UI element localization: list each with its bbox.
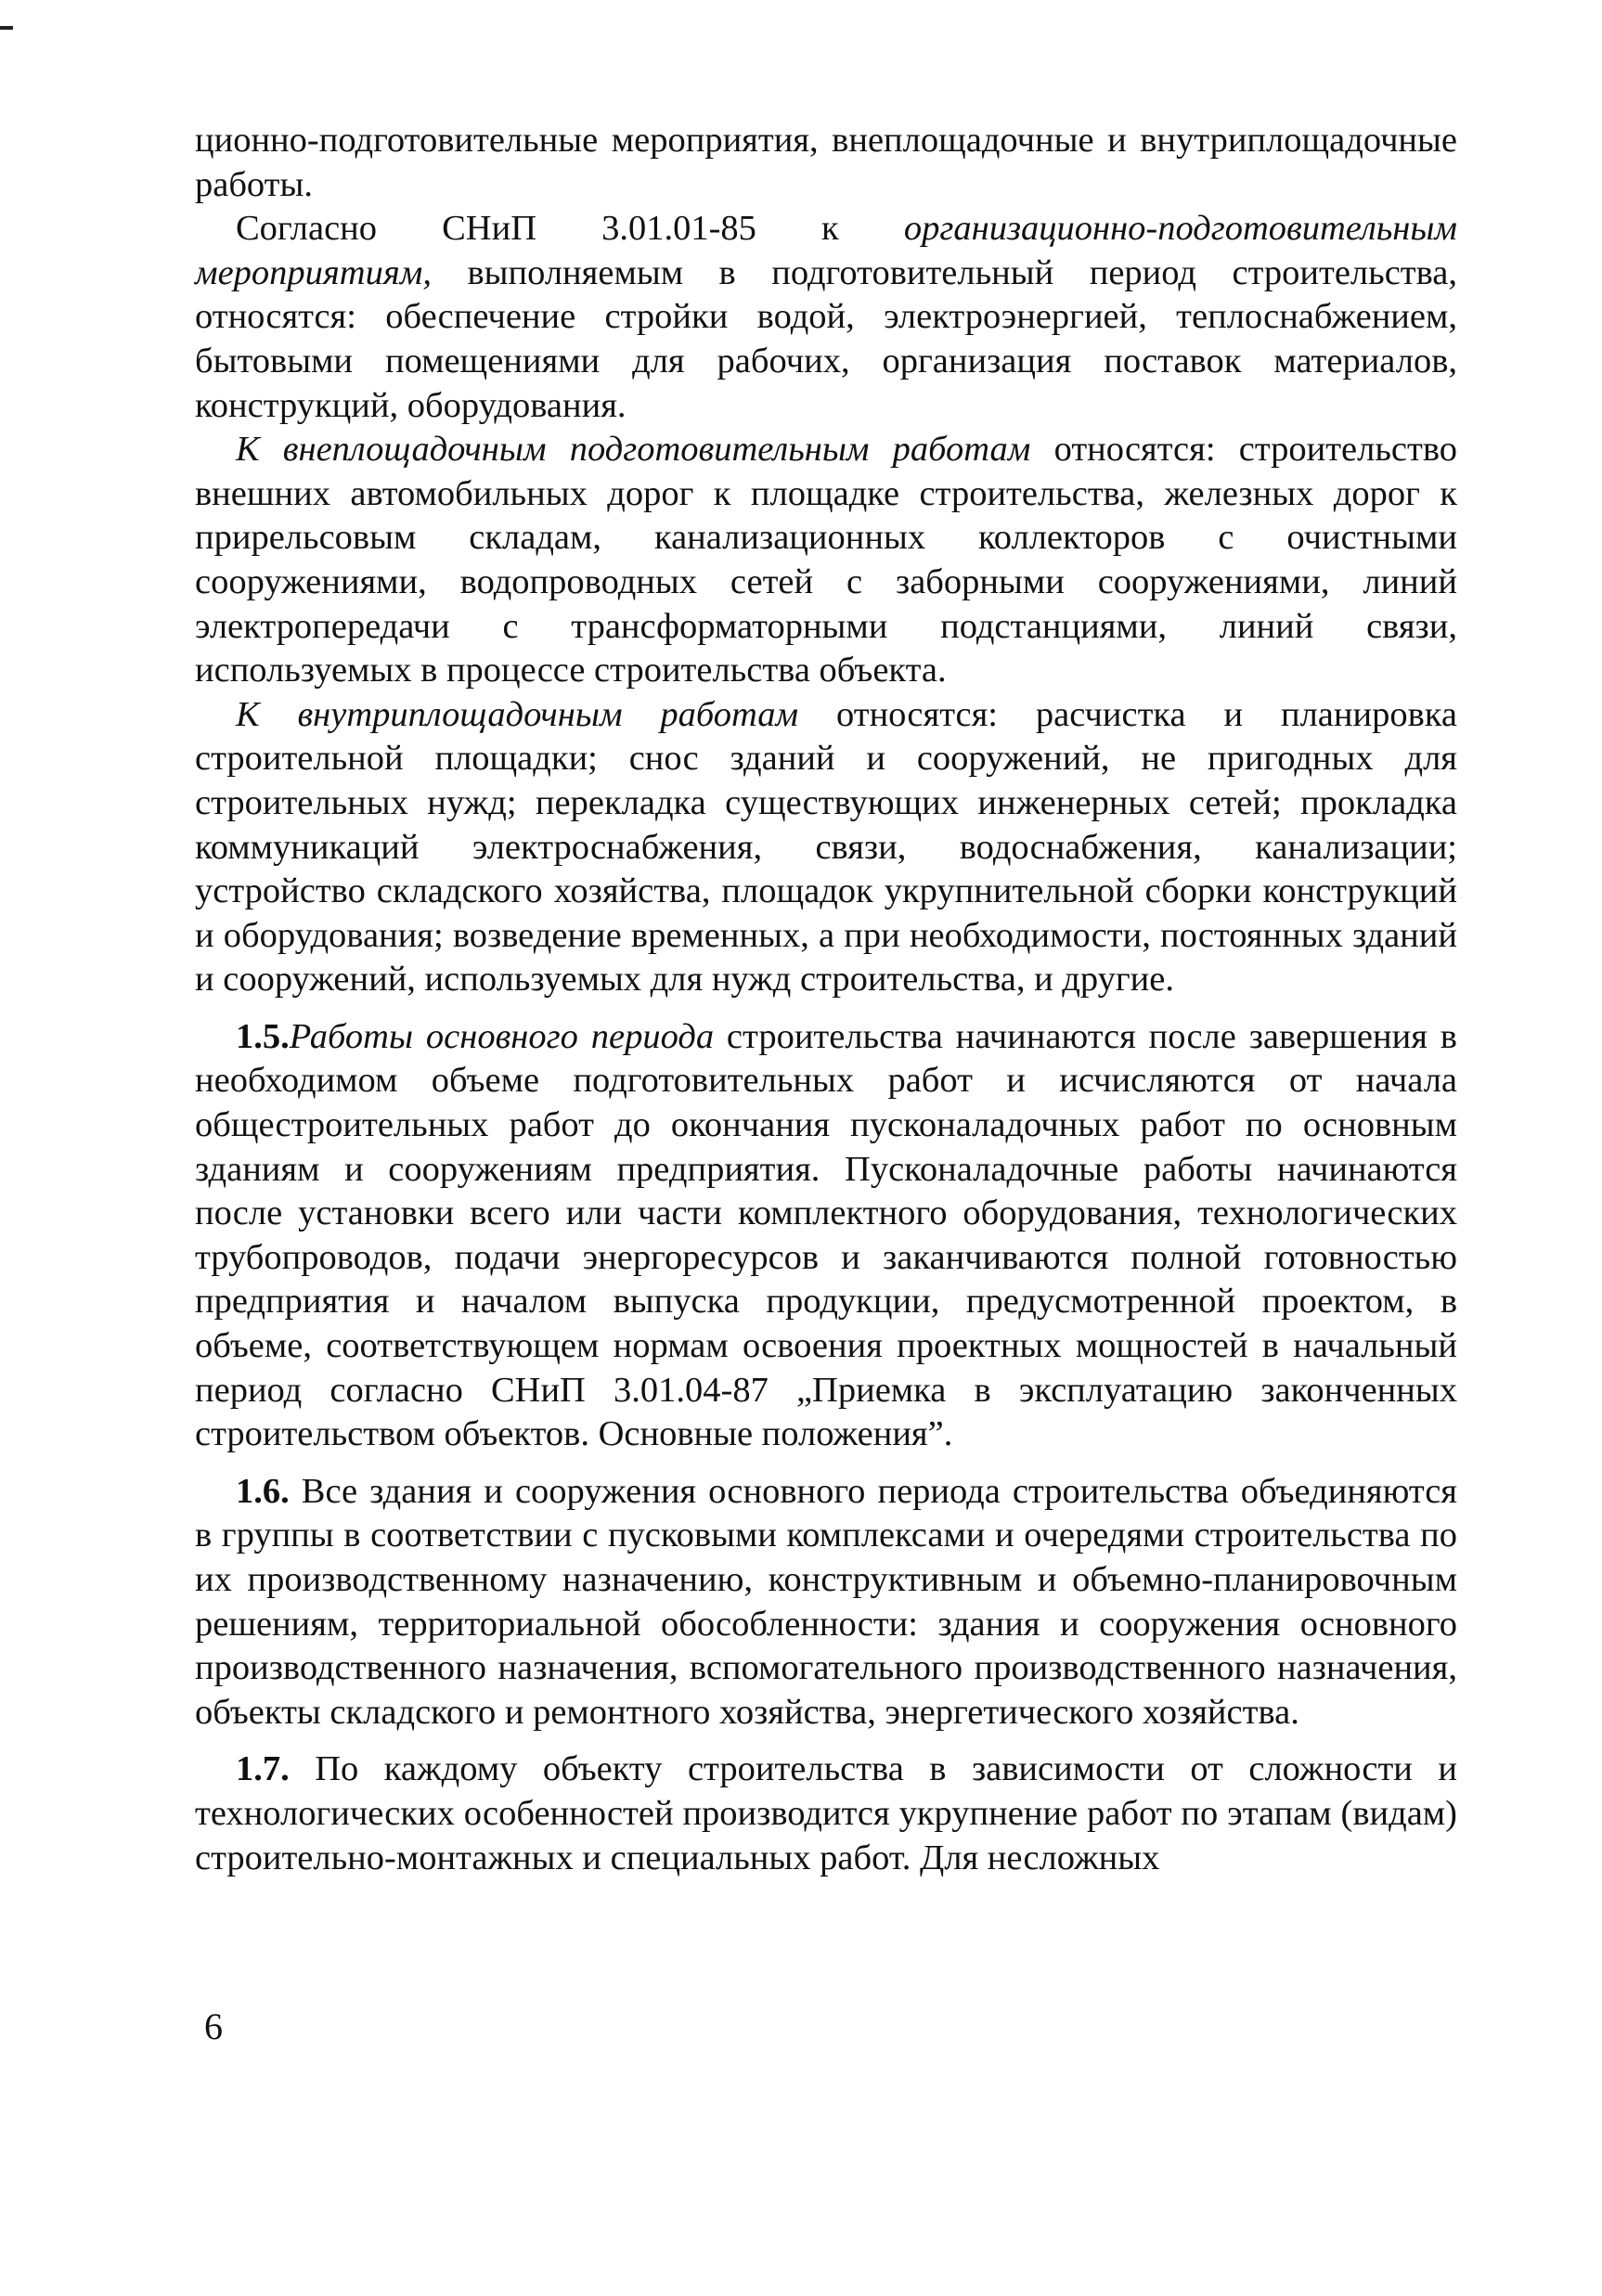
italic-term: Работы основного периода (289, 1016, 715, 1056)
paragraph-1-6 (195, 1470, 1457, 1735)
italic-term: организационно-подготовительным мероприятиям, (195, 209, 1457, 292)
italic-term: К внутриплощадочным работам (236, 694, 799, 734)
section-number: 1.7. (236, 1749, 290, 1789)
paragraph-text: По каждому объекту строительства в зависимости от сложности и технологических особенностей производится укрупнение работ по этапам (видам) строительно-монтажных и специальных работ. Для несложных (195, 1749, 1457, 1877)
page-number: 6 (204, 2006, 223, 2047)
paragraph-1-7 (195, 1748, 1457, 1880)
body-text (195, 119, 1457, 1880)
paragraph-text: Согласно СНиП 3.01.01-85 к (236, 209, 904, 249)
paragraph-text: выполняемым в подготовительный период строительства, относятся: обеспечение стройки водой, электроэнергией, теплоснабжением, бытовыми помещениями для рабочих, организация поставок материалов, конструкций, оборудования. (195, 252, 1457, 425)
paragraph-continuation (195, 119, 1457, 207)
paragraph-text: ционно-подготовительные мероприятия, внеплощадочные и внутриплощадочные работы. (195, 121, 1457, 204)
italic-term: К внеплощадочным подготовительным работам (236, 430, 1031, 470)
paragraph-offsite-works (195, 428, 1457, 693)
paragraph-text: Все здания и сооружения основного периода строительства объединяются в группы в соответствии с пусковыми комплексами и очередями строительства по их производственному назначению, конструктивным и объемно-планировочным решениям, территориальной обособленности: здания и сооружения основного производственного назначения, вспомогательного производственного назначения, объекты складского и ремонтного хозяйства, энергетического хозяйства. (195, 1471, 1457, 1732)
paragraph-text: относятся: расчистка и планировка строительной площадки; снос зданий и сооружений, не пригодных для строительных нужд; перекладка существующих инженерных сетей; прокладка коммуникаций электроснабжения, связи, водоснабжения, канализации; устройство складского хозяйства, площадок укрупнительной сборки конструкций и оборудования; возведение временных, а при необходимости, постоянных зданий и сооружений, используемых для нужд строительства, и другие. (195, 694, 1457, 1000)
paragraph-organizational-measures (195, 207, 1457, 428)
paragraph-1-5 (195, 1015, 1457, 1457)
paragraph-text: относятся: строительство внешних автомобильных дорог к площадке строительства, железных дорог к прирельсовым складам, канализационных коллекторов с очистными сооружениями, водопроводных сетей с заборными сооружениями, линий электропередачи с трансформаторными подстанциями, линий связи, используемых в процессе строительства объекта. (195, 430, 1457, 690)
paragraph-text: строительства начинаются после завершения в необходимом объеме подготовительных работ и исчисляются от начала общестроительных работ до окончания пусконаладочных работ по основным зданиям и сооружениям предприятия. Пусконаладочные работы начинаются после установки всего или части комплектного оборудования, технологических трубопроводов, подачи энергоресурсов и заканчиваются полной готовностью предприятия и началом выпуска продукции, предусмотренной проектом, в объеме, соответствующем нормам освоения проектных мощностей в начальный период согласно СНиП 3.01.04-87 „Приемка в эксплуатацию законченных строительством объектов. Основные положения”. (195, 1016, 1457, 1454)
section-number: 1.5. (236, 1016, 290, 1056)
scan-edge-mark (0, 26, 13, 30)
section-number: 1.6. (236, 1471, 290, 1511)
paragraph-onsite-works (195, 693, 1457, 1002)
